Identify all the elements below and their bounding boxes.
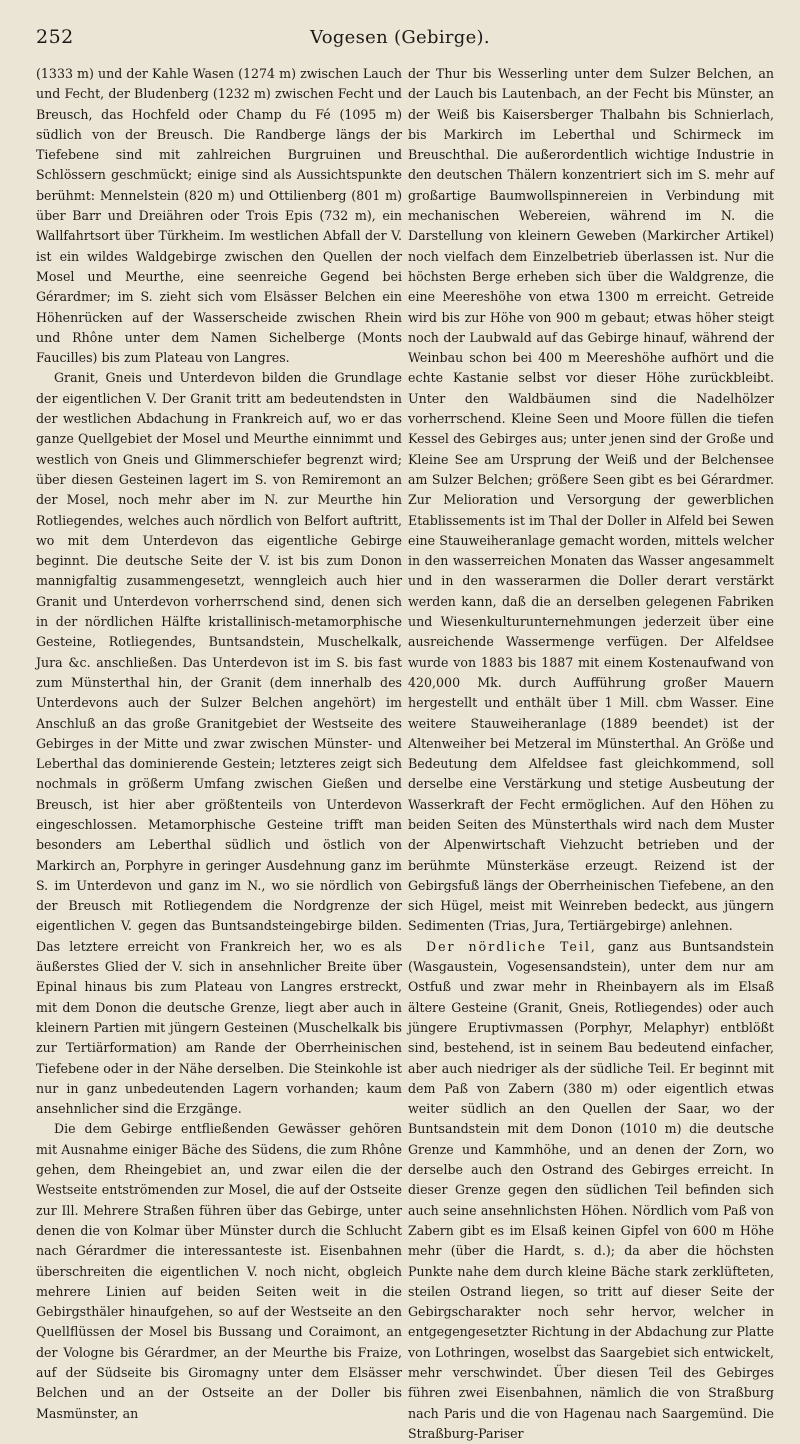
paragraph: Die dem Gebirge entfließenden Gewässer gehören mit Ausnahme einiger Bäche des Südens, die zum Rhône gehen, dem Rheingebiet an, und zwar eilen die der Westseite entströmenden zur Mosel, die auf der Ostseite zur Ill. Mehrere Straßen führen über das Gebirge, unter denen die von Kolmar über Münster durch die Schlucht nach Gérardmer die interessanteste ist. Eisenbahnen überschreiten die eigentlichen V. noch nicht, obgleich mehrere Linien auf beiden Seiten weit in die Gebirgsthäler hinaufgehen, so auf der Westseite an den Quellflüssen der Mosel bis Bussang und Coraimont, an der Vologne bis Gérardmer, an der Meurthe bis Fraize, auf der Südseite bis Giromagny unter dem Elsässer Belchen und an der Ostseite an der Doller bis Masmünster, an bbox=[36, 1121, 402, 1421]
paragraph: Granit, Gneis und Unterdevon bilden die Grundlage der eigentlichen V. Der Granit tritt am bedeutendsten in der westlichen Abdachung in Frankreich auf, wo er das ganze Quellgebiet der Mosel und Meurthe einnimmt und westlich von Gneis und Glimmerschiefer begrenzt wird; über diesen Gesteinen lagert im S. von Remiremont an der Mosel, noch mehr aber im N. zur Meurthe hin Rotliegendes, welches auch nördlich von Belfort auftritt, wo mit dem Unterdevon das eigentliche Gebirge beginnt. Die deutsche Seite der V. ist bis zum Donon mannigfaltig zusammengesetzt, wenngleich auch hier Granit und Unterdevon vorherrschend sind, denen sich in der nördlichen Hälfte kristallinisch-metamorphische Gesteine, Rotliegendes, Buntsandstein, Muschelkalk, Jura &c. anschließen. Das Unterdevon ist im S. bis fast zum Münsterthal hin, der Granit (dem innerhalb des Unterdevons auch der Sulzer Belchen angehört) im Anschluß an das große Granitgebiet der Westseite des Gebirges in der Mitte und zwar zwischen Münster- und Leberthal das dominierende Gestein; letzteres zeigt sich nochmals in größerm Umfang zwischen Gießen und Breusch, ist hier aber größtenteils von Unterdevon eingeschlossen. Metamorphische Gesteine trifft man besonders am Leberthal südlich und östlich von Markirch an, Porphyre in geringer Ausdehnung ganz im S. im Unterdevon und ganz im N., wo sie nördlich von der Breusch mit Rotliegendem die Nordgrenze der eigentlichen V. gegen das Buntsandsteingebirge bilden. Das letztere erreicht von Frankreich her, wo es als äußerstes Glied der V. sich in ansehnlicher Breite über Epinal hinaus bis zum Plateau von Langres erstreckt, mit dem Donon die deutsche Grenze, liegt aber auch in kleinern Partien mit jüngern Gesteinen (Muschelkalk bis zur Tertiärformation) am Rande der Oberrheinischen Tiefebene oder in der Nähe derselben. Die Steinkohle ist nur in ganz unbedeutenden Lagern vorhanden; kaum ansehnlicher sind die Erzgänge. bbox=[36, 370, 402, 1117]
right-column bbox=[408, 64, 774, 1441]
paragraph-body: ganz aus Buntsandstein (Wasgaustein, Vogesensandstein), unter dem nur am Ostfuß und zwar mehr in Rheinbayern als im Elsaß ältere Gesteine (Granit, Gneis, Rotliegendes) oder auch jüngere Eruptivmassen (Porphyr, Melaphyr) entblößt sind, bestehend, ist in seinem Bau bedeutend einfacher, aber auch niedriger als der südliche Teil. Er beginnt mit dem Paß von Zabern (380 m) oder eigentlich etwas weiter südlich an den Quellen der Saar, wo der Buntsandstein mit dem Donon (1010 m) die deutsche Grenze und Kammhöhe, und an denen der Zorn, wo derselbe auch den Ostrand des Gebirges erreicht. In dieser Grenze gegen den südlichen Teil befinden sich auch seine ansehnlichsten Höhen. Nördlich vom Paß von Zabern gibt es im Elsaß keinen Gipfel von 600 m Höhe mehr (über die Hardt, s. d.); da aber die höchsten Punkte nahe dem durch kleine Bäche stark zerklüfteten, steilen Ostrand liegen, so tritt auf dieser Seite der Gebirgscharakter noch sehr hervor, welcher in entgegengesetzter Richtung in der Abdachung zur Platte von Lothringen, woselbst das Saargebiet sich entwickelt, mehr verschwindet. Über diesen Teil des Gebirges führen zwei Eisenbahnen, nämlich die von Straßburg nach Paris und die von Hagenau nach Saargemünd. Die Straßburg-Pariser bbox=[408, 938, 774, 1441]
page-number: 252 bbox=[36, 26, 74, 48]
section-lead: Der nördliche Teil, bbox=[426, 938, 597, 954]
paragraph: (1333 m) und der Kahle Wasen (1274 m) zwischen Lauch und Fecht, der Bludenberg (1232 m) zwischen Fecht und Breusch, das Hochfeld oder Champ du Fé (1095 m) südlich von der Breusch. Die Randberge längs der Tiefebene sind mit zahlreichen Burgruinen und Schlössern geschmückt; einige sind als Aussichtspunkte berühmt: Mennelstein (820 m) und Ottilienberg (801 m) über Barr und Dreiähren oder Trois Epis (732 m), ein Wallfahrtsort über Türkheim. Im westlichen Abfall der V. ist ein wildes Waldgebirge zwischen den Quellen der Mosel und Meurthe, eine seenreiche Gegend bei Gérardmer; im S. zieht sich vom Elsässer Belchen ein Höhenrücken auf der Wasserscheide zwischen Rhein und Rhône unter dem Namen Sichelberge (Monts Faucilles) bis zum Plateau von Langres. bbox=[36, 66, 402, 366]
page-header bbox=[36, 26, 764, 56]
running-title: Vogesen (Gebirge). bbox=[310, 27, 490, 48]
left-column bbox=[36, 64, 402, 1421]
paragraph: der Thur bis Wesserling unter dem Sulzer Belchen, an der Lauch bis Lautenbach, an der Fecht bis Münster, an der Weiß bis Kaisersberger Thalbahn bis Schnierlach, bis Markirch im Leberthal und Schirmeck im Breuschthal. Die außerordentlich wichtige Industrie in den deutschen Thälern konzentriert sich im S. mehr auf großartige Baumwollspinnereien in Verbindung mit mechanischen Webereien, während im N. die Darstellung von kleinern Geweben (Markircher Artikel) noch vielfach dem Einzelbetrieb überlassen ist. Nur die höchsten Berge erheben sich über die Waldgrenze, die eine Meereshöhe von etwa 1300 m erreicht. Getreide wird bis zur Höhe von 900 m gebaut; etwas höher steigt noch der Laubwald auf das Gebirge hinauf, während der Weinbau schon bei 400 m Meereshöhe aufhört und die echte Kastanie selbst vor dieser Höhe zurückbleibt. Unter den Waldbäumen sind die Nadelhölzer vorherrschend. Kleine Seen und Moore füllen die tiefen Kessel des Gebirges aus; unter jenen sind der Große und Kleine See am Ursprung der Weiß und der Belchensee am Sulzer Belchen; größere Seen gibt es bei Gérardmer. Zur Melioration und Versorgung der gewerblichen Etablissements ist im Thal der Doller in Alfeld bei Sewen eine Stauweiheranlage gemacht worden, mittels welcher in den wasserreichen Monaten das Wasser angesammelt und in den wasserarmen die Doller derart verstärkt werden kann, daß die an derselben gelegenen Fabriken und Wiesenkulturunternehmungen jederzeit über eine ausreichende Wassermenge verfügen. Der Alfeldsee wurde von 1883 bis 1887 mit einem Kostenaufwand von 420,000 Mk. durch Aufführung großer Mauern hergestellt und enthält über 1 Mill. cbm Wasser. Eine weitere Stauweiheranlage (1889 beendet) ist der Altenweiher bei Metzeral im Münsterthal. An Größe und Bedeutung dem Alfeldsee fast gleichkommend, soll derselbe eine Verstärkung und stetige Ausbeutung der Wasserkraft der Fecht ermöglichen. Auf den Höhen zu beiden Seiten des Münsterthals wird nach dem Muster der Alpenwirtschaft Viehzucht betrieben und der berühmte Münsterkäse erzeugt. Reizend ist der Gebirgsfuß längs der Oberrheinischen Tiefebene, an den sich Hügel, meist mit Weinreben bedeckt, aus jüngern Sedimenten (Trias, Jura, Tertiärgebirge) anlehnen. bbox=[408, 66, 774, 934]
paragraph bbox=[408, 937, 774, 1444]
